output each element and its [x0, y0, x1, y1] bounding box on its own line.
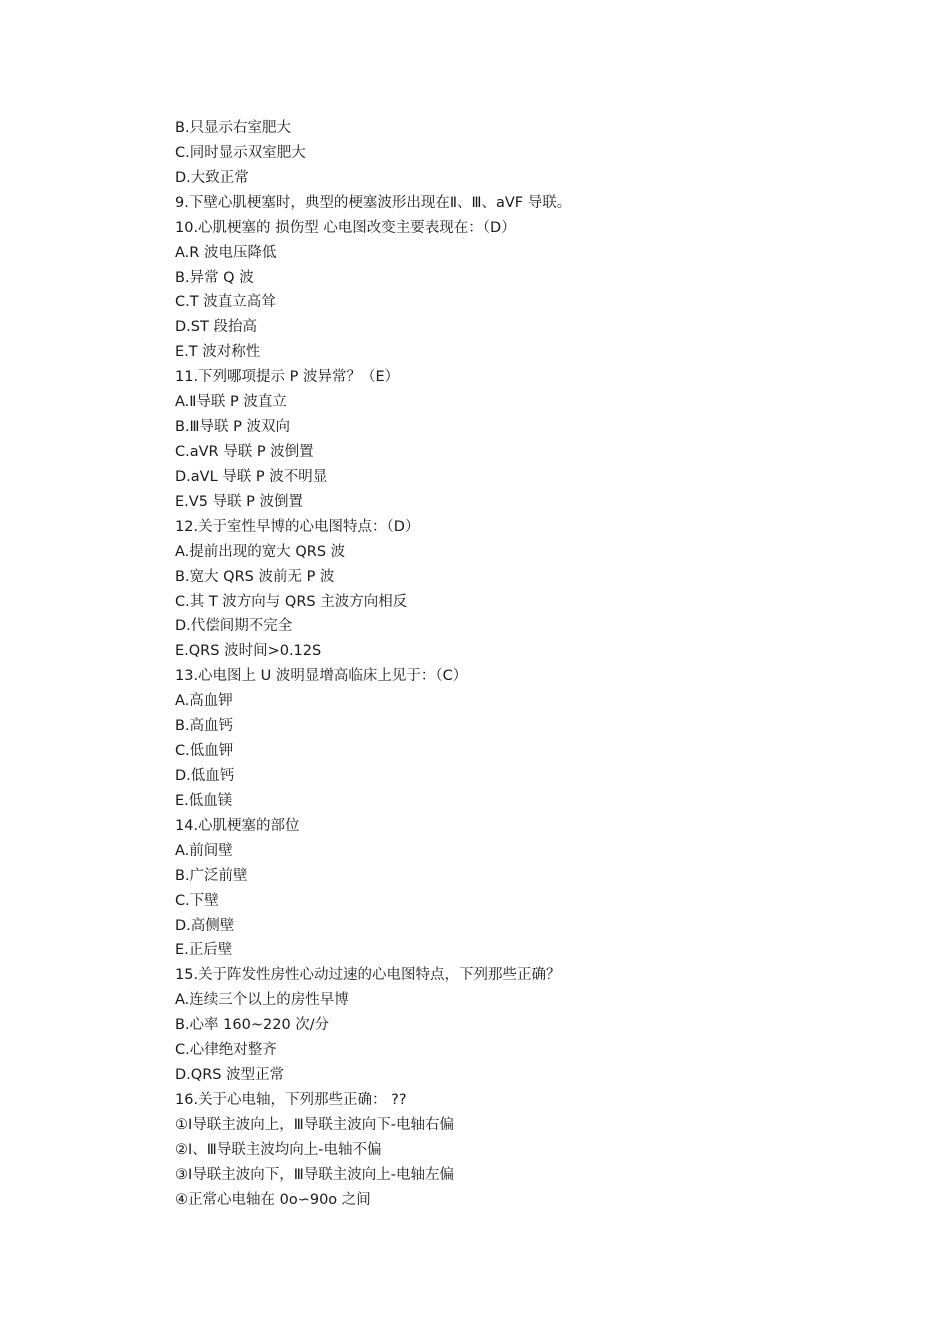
- text-line: B.异常 Q 波: [175, 269, 254, 286]
- text-line: C.其 T 波方向与 QRS 主波方向相反: [175, 593, 408, 610]
- text-line: 16.关于心电轴，下列那些正确： ??: [175, 1091, 407, 1108]
- text-line: B.心率 160~220 次/分: [175, 1017, 330, 1034]
- text-line: B.高血钙: [175, 718, 234, 735]
- text-line: A.连续三个以上的房性早博: [175, 992, 349, 1009]
- text-line: 13.心电图上 U 波明显增高临床上见于：（C）: [175, 668, 468, 685]
- text-line: 11.下列哪项提示 P 波异常？（E）: [175, 369, 400, 386]
- text-line: B.广泛前壁: [175, 867, 248, 884]
- question-list: [175, 116, 571, 1213]
- text-line: 14.心肌梗塞的部位: [175, 817, 300, 834]
- text-line: 9.下壁心肌梗塞时，典型的梗塞波形出现在Ⅱ、Ⅲ、aVF 导联。: [175, 194, 572, 211]
- text-line: D.aVL 导联 P 波不明显: [175, 468, 328, 485]
- text-line: B.宽大 QRS 波前无 P 波: [175, 568, 335, 585]
- text-line: C.aVR 导联 P 波倒置: [175, 443, 314, 460]
- text-line: ④正常心电轴在 0o∽90o 之间: [175, 1191, 371, 1208]
- text-line: D.高侧壁: [175, 917, 235, 934]
- text-line: E.T 波对称性: [175, 344, 261, 361]
- text-line: D.大致正常: [175, 169, 249, 186]
- text-line: A.高血钾: [175, 693, 233, 710]
- text-line: 15.关于阵发性房性心动过速的心电图特点，下列那些正确？: [175, 967, 561, 984]
- text-line: D.低血钙: [175, 767, 235, 784]
- text-line: C.心律绝对整齐: [175, 1042, 277, 1059]
- text-line: D.代偿间期不完全: [175, 618, 293, 635]
- text-line: A.Ⅱ导联 P 波直立: [175, 394, 287, 411]
- text-line: 10.心肌梗塞的 损伤型 心电图改变主要表现在：（D）: [175, 219, 516, 236]
- text-line: E.V5 导联 P 波倒置: [175, 493, 303, 510]
- text-line: E.正后壁: [175, 942, 233, 959]
- text-line: D.ST 段抬高: [175, 319, 257, 336]
- text-line: E.QRS 波时间>0.12S: [175, 643, 322, 660]
- text-line: C.T 波直立高耸: [175, 294, 276, 311]
- text-line: C.低血钾: [175, 743, 234, 760]
- text-line: A.提前出现的宽大 QRS 波: [175, 543, 346, 560]
- text-line: B.Ⅲ导联 P 波双向: [175, 419, 291, 436]
- text-line: D.QRS 波型正常: [175, 1067, 285, 1084]
- text-line: E.低血镁: [175, 792, 233, 809]
- text-line: ③Ⅰ导联主波向下，Ⅲ导联主波向上-电轴左偏: [175, 1166, 455, 1183]
- text-line: ①Ⅰ导联主波向上，Ⅲ导联主波向下-电轴右偏: [175, 1116, 455, 1133]
- text-line: C.同时显示双室肥大: [175, 144, 306, 161]
- text-line: 12.关于室性早博的心电图特点：（D）: [175, 518, 420, 535]
- text-line: A.R 波电压降低: [175, 244, 277, 261]
- text-line: B.只显示右室肥大: [175, 120, 292, 136]
- text-line: ②Ⅰ、Ⅲ导联主波均向上-电轴不偏: [175, 1141, 382, 1158]
- text-line: A.前间壁: [175, 842, 233, 859]
- text-line: C.下壁: [175, 892, 219, 909]
